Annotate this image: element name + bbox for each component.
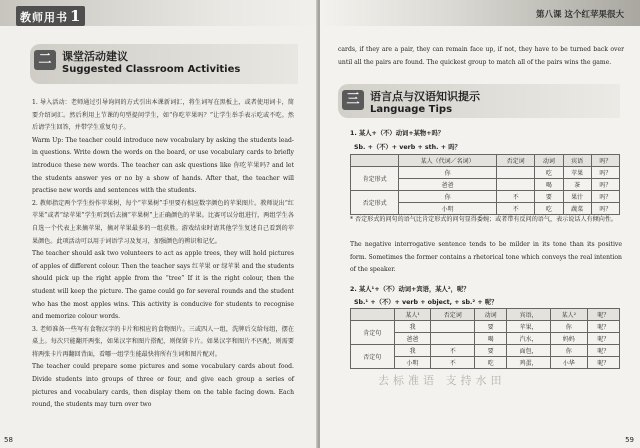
- table-cell: 不: [431, 345, 475, 357]
- pattern-1-table: [350, 154, 620, 215]
- table-cell: [351, 155, 399, 167]
- table-cell: 宾语: [563, 155, 591, 167]
- table-cell: 我: [394, 345, 431, 357]
- table-cell: 我: [394, 321, 431, 333]
- table-row: [351, 321, 620, 333]
- table-cell: 不: [497, 203, 535, 215]
- table-cell: 宾语，: [507, 309, 551, 321]
- running-header-right: [320, 0, 640, 26]
- note-en: The negative interrogative sentence tends to be milder in its tone than its positive form. Sometimes the former contains a rhetorical tone which conveys the real intention of the speaker.: [350, 241, 622, 274]
- table-cell: 爸爸: [399, 179, 497, 191]
- table-header-row: [351, 309, 620, 321]
- table-cell: 动词: [535, 155, 563, 167]
- section-title-en: Suggested Classroom Activities: [62, 64, 241, 75]
- table-cell: 不: [431, 357, 475, 369]
- table-cell: [431, 321, 475, 333]
- table-cell: 苹果: [563, 167, 591, 179]
- table-cell: 吃: [475, 357, 507, 369]
- table-cell: 吃: [535, 203, 563, 215]
- page-number-right: 59: [625, 436, 634, 444]
- table-cell: 要: [475, 321, 507, 333]
- table-cell: 小华: [550, 357, 587, 369]
- table-cell: 喝: [475, 333, 507, 345]
- paragraph: The teacher should ask two volunteers to act as apple trees, they will hold pictures of apples of different colour. Then the teacher says 红苹果 or 绿苹果 and the students should pick up the right apple from the “tree” If it is the right colour, then the student will keep the picture. The game could go for several rounds and the student who has the most apples wins. This activity is conducive for students to recognise and memorize colour words.: [32, 250, 294, 321]
- table-cell: 吗？: [591, 155, 619, 167]
- table-cell: 否定句: [351, 345, 395, 369]
- pattern-1-formula: Sb. +（不）+ verb + sth. + 吗？: [354, 144, 461, 151]
- table-cell: [497, 167, 535, 179]
- table-cell: 吗？: [591, 167, 619, 179]
- table-cell: 果汁: [563, 191, 591, 203]
- table-cell: 否定词: [431, 309, 475, 321]
- table-cell: 呢？: [587, 321, 619, 333]
- section-title-cn: 课堂活动建议: [62, 50, 128, 63]
- table-cell: 肯定形式: [351, 167, 399, 191]
- section-number: 二: [34, 50, 56, 70]
- table-cell: 呢？: [587, 333, 619, 345]
- table-cell: 面包，: [507, 345, 551, 357]
- pattern-1-heading: 1. 某人+（不）动词+某物+吗？: [350, 130, 445, 137]
- page-number-left: 58: [4, 436, 13, 444]
- table-cell: 妈妈: [550, 333, 587, 345]
- left-body-text: [32, 97, 294, 412]
- table-cell: 吃: [535, 167, 563, 179]
- paragraph: 3. 老师准备一些写有食物汉字的卡片和相应的食物图片。三或四人一组，洗牌后交给每组，摆在桌上。每次只能翻开两张，如果汉字和图片搭配，则保留卡片。如果汉字和图片不匹配，则需要将两张卡片再翻回背面，看哪一组学生能最快将所有生词和图片配对。: [32, 325, 294, 358]
- section-number: 三: [342, 90, 364, 110]
- continued-text: cards, if they are a pair, they can remain face up, if not, they have to be turned back over until all the pairs are found. The quickest group to match all of the pairs wins the game.: [338, 46, 624, 66]
- table-cell: 苹果，: [507, 321, 551, 333]
- faint-handwriting: 去标准语 支持水田: [378, 374, 506, 387]
- pattern-2-formula: Sb.¹ +（不）+ verb + object, + sb.² + 呢？: [354, 299, 498, 306]
- running-header-left: [0, 0, 318, 26]
- table-cell: 汽水，: [507, 333, 551, 345]
- paragraph: 1. 导入活动：老师通过引导询问的方式引出本课新词汇，将生词写在黑板上，或者使用词卡，简要介绍词汇。然后利用上节课的句型提问学生，如“你吃苹果吗？”让学生举手表示吃或不吃。然后请学生回答，并带学生重复句子。: [32, 99, 294, 132]
- table-cell: 你: [550, 345, 587, 357]
- table-cell: 动词: [475, 309, 507, 321]
- book-series-logo: 教师用书 1: [16, 6, 85, 26]
- table-cell: 否定词: [497, 155, 535, 167]
- table-cell: 小明: [399, 203, 497, 215]
- table-cell: 某人¹: [394, 309, 431, 321]
- pattern-2-table: [350, 308, 620, 369]
- paragraph: 2. 教师指定两个学生扮作苹果树，每个“苹果树”手里要有相应数字颜色的苹果图片。教师说出“红苹果”或者“绿苹果”学生听到后去摘“苹果树”上正确颜色的苹果。比赛可以分组进行，两组学生各自选一个代表上来摘苹果，摘对苹果最多的一组获胜。游戏结束时请其他学生复述自己看到的苹果颜色。此项活动可以用于词语学习及复习，加强颜色的辨识和记忆。: [32, 199, 294, 245]
- paragraph: Warm Up: The teacher could introduce new vocabulary by asking the students lead-in questions. Write down the words on the board, or use vocabulary cards to briefly introduce these new words. The teacher can ask questions like 你吃苹果吗? and let the students answer yes or no by a show of hands. After that, the teacher will practise new words and sentences with the students.: [32, 136, 294, 195]
- table-cell: 爸爸: [394, 333, 431, 345]
- table-cell: 你: [399, 191, 497, 203]
- table-cell: [497, 179, 535, 191]
- table-cell: 喝: [535, 179, 563, 191]
- table-cell: 某人²: [550, 309, 587, 321]
- section-banner-language-tips: [338, 84, 620, 118]
- table-cell: [351, 309, 395, 321]
- section-banner-activities: [30, 44, 298, 84]
- table-cell: 小明: [394, 357, 431, 369]
- section-title-cn: 语言点与汉语知识提示: [370, 90, 480, 103]
- table-row: [351, 191, 620, 203]
- pattern-2-heading: 2. 某人¹+（不）动词+宾语，某人²，呢？: [350, 286, 470, 293]
- table-header-row: [351, 155, 620, 167]
- table-row: [351, 345, 620, 357]
- paragraph: The teacher could prepare some pictures and some vocabulary cards about food. Divide students into groups of three or four, and give each group a series of pictures and vocabulary cards, then display them on the table facing down. Each round, the students may turn over two: [32, 363, 294, 409]
- table-cell: 要: [535, 191, 563, 203]
- table-cell: 你: [399, 167, 497, 179]
- table-cell: 蔬菜: [563, 203, 591, 215]
- table-cell: 要: [475, 345, 507, 357]
- table-cell: 呢？: [587, 309, 619, 321]
- right-page: [320, 0, 640, 448]
- table-cell: 吗？: [591, 203, 619, 215]
- table-cell: 肯定句: [351, 321, 395, 345]
- table-row: [351, 167, 620, 179]
- note-cn: * 否定形式的问句的语气比肯定形式的问句显得委婉；或者带有反问的语气，表示说话人有倾向性。: [350, 216, 618, 223]
- lesson-title: 第八课 这个红苹果很大: [536, 10, 624, 20]
- table-cell: 不: [497, 191, 535, 203]
- table-cell: 鸡蛋，: [507, 357, 551, 369]
- table-cell: 吗？: [591, 179, 619, 191]
- table-cell: 呢？: [587, 357, 619, 369]
- table-cell: 茶: [563, 179, 591, 191]
- table-cell: 某人（代词／名词）: [399, 155, 497, 167]
- section-title-en: Language Tips: [370, 104, 453, 115]
- table-cell: 否定形式: [351, 191, 399, 215]
- table-cell: [431, 333, 475, 345]
- table-cell: 你: [550, 321, 587, 333]
- table-cell: 吗？: [591, 191, 619, 203]
- table-cell: 呢？: [587, 345, 619, 357]
- left-page: [0, 0, 318, 448]
